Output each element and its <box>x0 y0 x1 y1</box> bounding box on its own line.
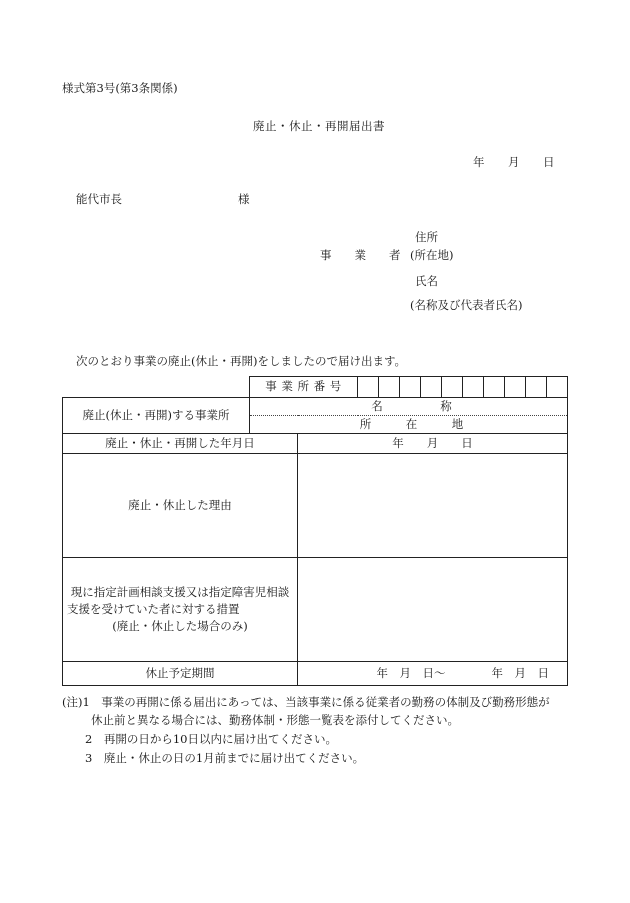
office-label: 廃止(休止・再開)する事業所 <box>63 398 250 434</box>
measures-line-3: (廃止・休止した場合のみ) <box>112 619 248 634</box>
digit-box[interactable] <box>504 377 525 397</box>
measures-field[interactable] <box>298 558 568 662</box>
measures-label <box>63 558 298 662</box>
period-value: 年 月 日～ 年 月 日 <box>376 665 549 680</box>
digit-box[interactable] <box>525 377 546 397</box>
digit-box[interactable] <box>420 377 441 397</box>
document-title: 廃止・休止・再開届出書 <box>253 119 385 133</box>
addressee-honorific: 様 <box>238 192 250 206</box>
date-month-label: 月 <box>508 155 520 169</box>
form-number: 様式第3号(第3条関係) <box>62 81 178 95</box>
digit-box[interactable] <box>462 377 483 397</box>
office-name-label: 名 称 <box>371 398 452 413</box>
measures-line-1: 現に指定計画相談支援又は指定障害児相談 <box>70 584 290 599</box>
digit-box[interactable] <box>358 377 378 397</box>
date-year-label: 年 <box>473 155 485 169</box>
measures-line-2: 支援を受けていた者に対する措置 <box>67 601 240 616</box>
address-sub-label: (所在地) <box>410 248 454 262</box>
office-number-field[interactable] <box>358 377 568 398</box>
date-value: 年 月 日 <box>392 435 473 450</box>
digit-box[interactable] <box>483 377 504 397</box>
date-day-label: 日 <box>543 155 555 169</box>
note-1: (注)1 事業の再開に係る届出にあっては、当該事業に係る従業者の勤務の体制及び勤務形態が <box>62 695 550 709</box>
digit-box[interactable] <box>441 377 462 397</box>
period-label: 休止予定期間 <box>63 662 298 686</box>
intro-text: 次のとおり事業の廃止(休止・再開)をしましたので届け出ます。 <box>76 354 407 368</box>
date-label: 廃止・休止・再開した年月日 <box>63 434 298 454</box>
digit-box[interactable] <box>378 377 399 397</box>
note-3: 3 廃止・休止の日の1月前までに届け出てください。 <box>85 751 365 765</box>
applicant-role: 事 業 者 <box>320 248 401 262</box>
digit-box[interactable] <box>399 377 420 397</box>
notification-table <box>62 376 568 686</box>
blank-cell <box>63 377 250 398</box>
note-1-continued: 休止前と異なる場合には、勤務体制・形態一覧表を添付してください。 <box>91 713 459 727</box>
office-number-digits <box>358 377 567 397</box>
name-sub-label: (名称及び代表者氏名) <box>410 298 523 312</box>
address-label: 住所 <box>415 230 438 244</box>
office-location-label: 所 在 地 <box>359 416 464 431</box>
period-field[interactable] <box>298 662 568 686</box>
office-location-field[interactable] <box>250 416 568 434</box>
date-field[interactable] <box>298 434 568 454</box>
note-2: 2 再開の日から10日以内に届け出てください。 <box>85 732 337 746</box>
digit-box[interactable] <box>546 377 567 397</box>
name-label: 氏名 <box>415 274 438 288</box>
reason-label: 廃止・休止した理由 <box>63 454 298 558</box>
office-name-field[interactable] <box>250 398 568 416</box>
addressee-name: 能代市長 <box>76 192 122 206</box>
reason-field[interactable] <box>298 454 568 558</box>
office-number-label: 事 業 所 番 号 <box>250 377 358 398</box>
